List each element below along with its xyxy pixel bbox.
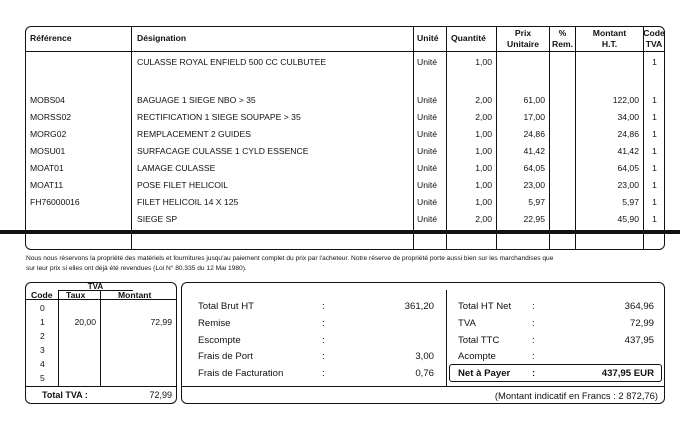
row-quantity: 2,00 <box>475 95 492 105</box>
row-unit-price: 64,05 <box>523 163 545 173</box>
billing-fee-sep: : <box>322 368 325 379</box>
billing-fee-value: 0,76 <box>415 368 434 379</box>
total-net-ht-value: 364,96 <box>624 301 654 312</box>
row-designation: SIEGE SP <box>137 214 178 224</box>
row-vat-code: 1 <box>652 180 657 190</box>
header-vat-code-line1: Code <box>643 28 665 38</box>
header-unit: Unité <box>417 33 439 43</box>
ownership-notice-line2: sur leur prix si elles ont déjà été revendues (Loi N° 80.335 du 12 Mai 1980). <box>26 265 247 272</box>
row-designation: CULASSE ROYAL ENFIELD 500 CC CULBUTEE <box>137 57 327 67</box>
row-unit: Unité <box>417 163 438 173</box>
row-quantity: 2,00 <box>475 112 492 122</box>
row-amount: 64,05 <box>617 163 639 173</box>
row-reference: MOBS04 <box>30 95 65 105</box>
row-vat-code: 1 <box>652 57 657 67</box>
totals-col-sep <box>446 290 447 386</box>
row-quantity: 1,00 <box>475 180 492 190</box>
row-amount: 45,90 <box>617 214 639 224</box>
col-sep <box>131 26 132 250</box>
total-gross-sep: : <box>322 301 325 312</box>
row-unit: Unité <box>417 112 438 122</box>
vat-col-sep <box>100 290 101 386</box>
vat-row-amount: 72,99 <box>150 317 172 327</box>
row-unit: Unité <box>417 129 438 139</box>
vat-row-code: 1 <box>40 317 45 327</box>
row-vat-code: 1 <box>652 129 657 139</box>
vat-row-code: 5 <box>40 373 45 383</box>
vat-header-code: Code <box>31 290 53 300</box>
early-payment-label: Escompte <box>198 335 241 346</box>
total-net-ht-label: Total HT Net <box>458 301 512 312</box>
shipping-fee-sep: : <box>322 351 325 362</box>
row-reference: FH76000016 <box>30 197 80 207</box>
row-unit: Unité <box>417 57 438 67</box>
total-ttc-sep: : <box>532 335 535 346</box>
row-designation: BAGUAGE 1 SIEGE NBO > 35 <box>137 95 256 105</box>
row-vat-code: 1 <box>652 146 657 156</box>
row-unit: Unité <box>417 95 438 105</box>
row-reference: MOAT01 <box>30 163 64 173</box>
row-vat-code: 1 <box>652 214 657 224</box>
cut-band <box>0 230 680 234</box>
ownership-notice-line1: Nous nous réservons la propriété des matériels et fournitures jusqu'au paiement complet du prix par l'acheteur. Notre réserve de propriété porte aussi bien sur les marchandises que <box>26 255 554 262</box>
col-sep <box>549 26 550 250</box>
col-sep <box>413 26 414 250</box>
discount-sep: : <box>322 318 325 329</box>
row-quantity: 1,00 <box>475 197 492 207</box>
row-unit-price: 61,00 <box>523 95 545 105</box>
deposit-label: Acompte <box>458 351 496 362</box>
row-designation: RECTIFICATION 1 SIEGE SOUPAPE > 35 <box>137 112 301 122</box>
row-designation: REMPLACEMENT 2 GUIDES <box>137 129 251 139</box>
row-vat-code: 1 <box>652 197 657 207</box>
row-unit-price: 17,00 <box>523 112 545 122</box>
row-quantity: 1,00 <box>475 57 492 67</box>
totals-divider <box>181 386 665 387</box>
row-unit-price: 41,42 <box>523 146 545 156</box>
deposit-sep: : <box>532 351 535 362</box>
header-amount-line1: Montant <box>592 28 627 38</box>
francs-note: (Montant indicatif en Francs : 2 872,76) <box>494 390 658 401</box>
row-reference: MOAT11 <box>30 180 64 190</box>
vat-amount-value: 72,99 <box>629 318 654 329</box>
net-to-pay-value: 437,95 EUR <box>601 368 654 379</box>
vat-total-label: Total TVA : <box>42 390 88 400</box>
header-reference: Référence <box>30 33 72 43</box>
row-reference: MOSU01 <box>30 146 66 156</box>
row-unit: Unité <box>417 146 438 156</box>
header-quantity: Quantité <box>451 33 486 43</box>
row-designation: POSE FILET HELICOIL <box>137 180 229 190</box>
row-unit: Unité <box>417 197 438 207</box>
row-quantity: 2,00 <box>475 214 492 224</box>
vat-title: TVA <box>87 282 104 291</box>
row-vat-code: 1 <box>652 112 657 122</box>
row-quantity: 1,00 <box>475 163 492 173</box>
vat-row-code: 3 <box>40 345 45 355</box>
total-net-ht-sep: : <box>532 301 535 312</box>
vat-row-code: 0 <box>40 303 45 313</box>
row-vat-code: 1 <box>652 95 657 105</box>
row-designation: LAMAGE CULASSE <box>137 163 216 173</box>
row-unit-price: 24,86 <box>523 129 545 139</box>
vat-header-amount: Montant <box>118 290 152 300</box>
total-gross-label: Total Brut HT <box>198 301 254 312</box>
row-reference: MORSS02 <box>30 112 72 122</box>
row-reference: MORG02 <box>30 129 67 139</box>
total-ttc-label: Total TTC <box>458 335 500 346</box>
vat-amount-label: TVA <box>458 318 476 329</box>
items-header-divider <box>25 51 665 52</box>
vat-row-rate: 20,00 <box>74 317 96 327</box>
net-to-pay-sep: : <box>532 368 536 379</box>
shipping-fee-value: 3,00 <box>415 351 434 362</box>
row-amount: 5,97 <box>622 197 639 207</box>
row-unit: Unité <box>417 180 438 190</box>
row-unit-price: 23,00 <box>523 180 545 190</box>
vat-row-code: 2 <box>40 331 45 341</box>
row-quantity: 1,00 <box>475 129 492 139</box>
vat-amount-sep: : <box>532 318 535 329</box>
total-gross-value: 361,20 <box>404 301 434 312</box>
row-unit: Unité <box>417 214 438 224</box>
header-price-line1: Prix <box>514 28 532 38</box>
discount-label: Remise <box>198 318 231 329</box>
net-to-pay-label: Net à Payer <box>458 368 511 379</box>
shipping-fee-label: Frais de Port <box>198 351 253 362</box>
total-ttc-value: 437,95 <box>624 335 654 346</box>
row-amount: 34,00 <box>617 112 639 122</box>
vat-row-code: 4 <box>40 359 45 369</box>
row-unit-price: 22,95 <box>523 214 545 224</box>
row-unit-price: 5,97 <box>528 197 545 207</box>
vat-col-sep <box>58 290 59 386</box>
row-amount: 23,00 <box>617 180 639 190</box>
vat-total-value: 72,99 <box>149 390 172 400</box>
row-amount: 122,00 <box>612 95 639 105</box>
vat-header-rate: Taux <box>66 290 86 300</box>
header-price-line2: Unitaire <box>507 39 539 49</box>
row-designation: SURFACAGE CULASSE 1 CYLD ESSENCE <box>137 146 309 156</box>
header-discount-line1: % <box>558 28 567 38</box>
row-vat-code: 1 <box>652 163 657 173</box>
row-amount: 24,86 <box>617 129 639 139</box>
items-table <box>25 26 665 250</box>
early-payment-sep: : <box>322 335 325 346</box>
header-discount-line2: Rem. <box>551 39 573 49</box>
vat-total-divider <box>25 386 177 387</box>
header-designation: Désignation <box>137 33 187 43</box>
billing-fee-label: Frais de Facturation <box>198 368 284 379</box>
row-designation: FILET HELICOIL 14 X 125 <box>137 197 239 207</box>
row-amount: 41,42 <box>617 146 639 156</box>
row-quantity: 1,00 <box>475 146 492 156</box>
header-vat-code-line2: TVA <box>645 39 663 49</box>
header-amount-line2: H.T. <box>601 39 618 49</box>
